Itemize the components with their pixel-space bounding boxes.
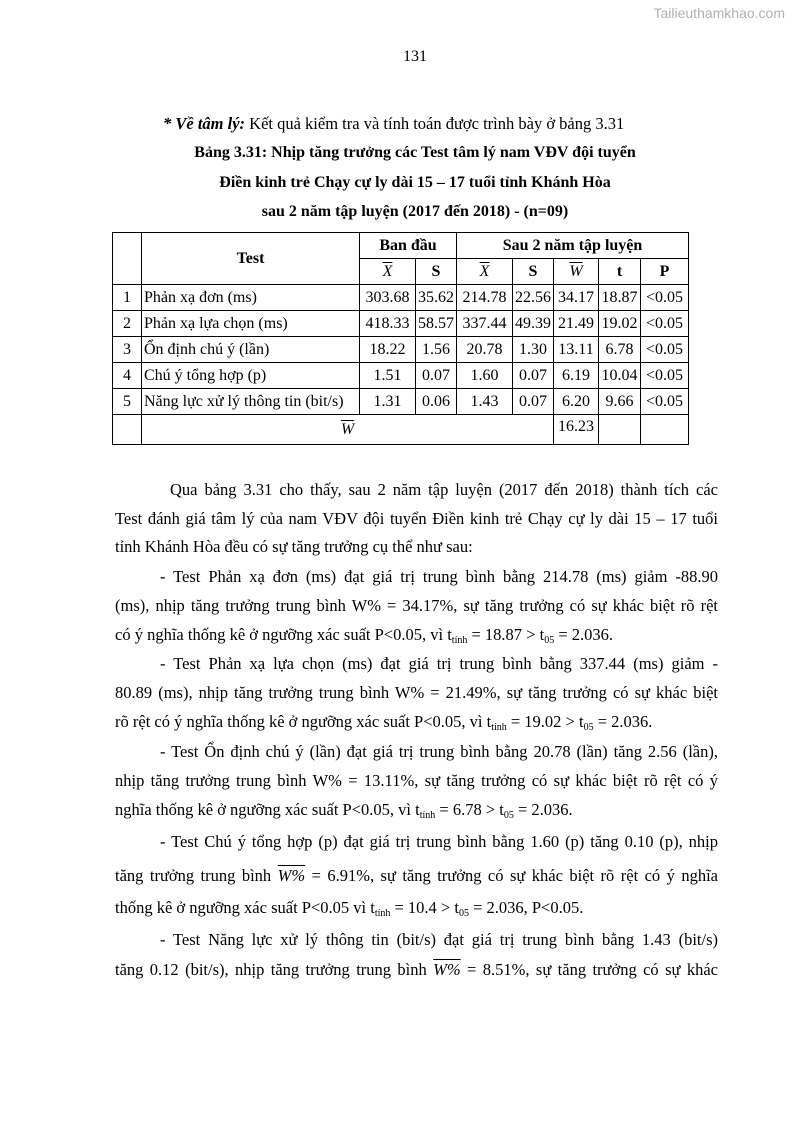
text-run: có ý nghĩa thống kê ở ngưỡng xác suất P<0.05, vì t [115,625,452,644]
row-value: 1.56 [416,337,457,363]
row-value: 0.07 [513,363,554,389]
row-value: 1.43 [457,389,513,415]
footer-empty [641,415,689,445]
text-run: Test đánh giá tâm lý của nam VĐV đội tuyển Điền kinh trẻ Chạy cự ly dài 15 – 17 tuổi [115,509,718,528]
text-run: - Test Năng lực xử lý thông tin (bit/s) đạt giá trị trung bình bằng 1.43 (bit/s) [160,930,718,949]
row-value: 34.17 [554,285,599,311]
text-run: = 6.91%, sự tăng trưởng có sự khác biệt rõ rệt có ý nghĩa [305,866,718,885]
subscript: tính [451,635,468,646]
paragraph-line [115,960,718,980]
row-value: 1.60 [457,363,513,389]
row-test-name: Phản xạ đơn (ms) [142,285,360,311]
subheader-w: $\overline{W}$ [554,259,599,285]
subheader-sd: S [513,259,554,285]
results-table [112,232,689,445]
footer-index [113,415,142,445]
intro-text: Kết quả kiểm tra và tính toán được trình bày ở bảng 3.31 [245,114,625,133]
text-run: - Test Phản xạ lựa chọn (ms) đạt giá trị trung bình bằng 337.44 (ms) giảm - [160,654,718,673]
text-run: = 8.51%, sự tăng trưởng có sự khác [460,960,718,979]
header-test: Test [142,233,360,285]
row-value: 18.87 [599,285,641,311]
paragraph-line [160,567,718,587]
row-value: 6.19 [554,363,599,389]
row-value: 35.62 [416,285,457,311]
subscript: 05 [503,810,514,821]
row-index: 3 [113,337,142,363]
row-value: <0.05 [641,337,689,363]
subscript: tính [491,722,507,733]
paragraph-line [115,898,718,918]
row-test-name: Năng lực xử lý thông tin (bit/s) [142,389,360,415]
text-run: thống kê ở ngưỡng xác suất P<0.05 vì t [115,898,375,917]
text-run: = 2.036, P<0.05. [468,898,584,917]
row-value: 337.44 [457,311,513,337]
watermark: Tailieuthamkhao.com [653,5,785,21]
text-run: nhịp tăng trưởng trung bình W% = 13.11%, sự tăng trưởng có sự khác biệt rõ rệt có ý [115,771,718,790]
paragraph-line [160,742,718,762]
paragraph-line [115,509,718,529]
row-test-name: Chú ý tổng hợp (p) [142,363,360,389]
header-baseline: Ban đầu [360,233,457,259]
text-run: tỉnh Khánh Hòa đều có sự tăng trưởng cụ thể như sau: [115,537,473,556]
row-index: 5 [113,389,142,415]
text-run: = 2.036. [513,800,573,819]
paragraph-line [115,625,718,645]
row-value: 19.02 [599,311,641,337]
header-after: Sau 2 năm tập luyện [457,233,689,259]
subheader-sd: S [416,259,457,285]
text-run: - Test Phản xạ đơn (ms) đạt giá trị trung bình bằng 214.78 (ms) giảm -88.90 [160,567,718,586]
row-value: 0.06 [416,389,457,415]
paragraph-line [115,866,718,886]
row-value: 214.78 [457,285,513,311]
row-value: 6.78 [599,337,641,363]
row-value: 1.51 [360,363,416,389]
text-run: 80.89 (ms), nhịp tăng trưởng trung bình W% = 21.49%, sự tăng trưởng có sự khác biệt [115,683,718,702]
paragraph-line [160,930,718,950]
paragraph-line [115,712,718,732]
row-index: 1 [113,285,142,311]
table-caption-line: sau 2 năm tập luyện (2017 đến 2018) - (n=09) [261,203,569,220]
subheader-mean: $\overline{X}$ [457,259,513,285]
text-run: nghĩa thống kê ở ngưỡng xác suất P<0.05, vì t [115,800,420,819]
row-value: <0.05 [641,311,689,337]
header-index [113,233,142,285]
text-run: tăng 0.12 (bit/s), nhịp tăng trưởng trung bình [115,960,434,979]
row-value: 13.11 [554,337,599,363]
table-row [113,285,689,311]
paragraph-line [160,832,718,852]
paragraph-line [115,683,718,703]
row-value: 20.78 [457,337,513,363]
subscript: 05 [458,908,469,919]
row-value: 418.33 [360,311,416,337]
row-value: 9.66 [599,389,641,415]
text-run: Qua bảng 3.31 cho thấy, sau 2 năm tập luyện (2017 đến 2018) thành tích các [170,480,718,499]
row-test-name: Ổn định chú ý (lần) [142,337,360,363]
row-value: 22.56 [513,285,554,311]
paragraph-line [115,596,718,616]
footer-empty [599,415,641,445]
paragraph-line [115,800,718,820]
intro-line [163,114,624,134]
text-run: - Test Chú ý tổng hợp (p) đạt giá trị trung bình bằng 1.60 (p) tăng 0.10 (p), nhịp [160,832,718,851]
row-value: 58.57 [416,311,457,337]
footer-label: $\overline{W}$ [142,415,554,445]
table-caption-line: Bảng 3.31: Nhịp tăng trưởng các Test tâm lý nam VĐV đội tuyển [194,144,636,161]
subscript: 05 [544,635,555,646]
row-index: 4 [113,363,142,389]
row-value: 1.31 [360,389,416,415]
row-index: 2 [113,311,142,337]
subscript: 05 [583,722,594,733]
paragraph-line [115,771,718,791]
overline-symbol: W% [277,866,306,885]
row-value: 6.20 [554,389,599,415]
row-value: 0.07 [513,389,554,415]
table-caption-line: Điền kinh trẻ Chạy cự ly dài 15 – 17 tuổi tỉnh Khánh Hòa [219,174,611,191]
paragraph-line [160,654,718,674]
row-value: 49.39 [513,311,554,337]
table-row [113,337,689,363]
row-value: <0.05 [641,389,689,415]
row-value: 303.68 [360,285,416,311]
text-run: tăng trưởng trung bình [115,866,278,885]
row-value: <0.05 [641,285,689,311]
subheader-mean: $\overline{X}$ [360,259,416,285]
text-run: (ms), nhịp tăng trưởng trung bình W% = 34.17%, sự tăng trưởng có sự khác biệt rõ rệt [115,596,718,615]
paragraph-line [170,480,718,500]
text-run: = 18.87 > t [467,625,545,644]
text-run: = 2.036. [593,712,653,731]
subheader-p: P [641,259,689,285]
text-run: = 2.036. [554,625,613,644]
row-value: 18.22 [360,337,416,363]
table-row [113,389,689,415]
text-run: rõ rệt có ý nghĩa thống kê ở ngưỡng xác suất P<0.05, vì t [115,712,492,731]
table-row [113,363,689,389]
row-test-name: Phản xạ lựa chọn (ms) [142,311,360,337]
paragraph-line [115,537,718,557]
row-value: 1.30 [513,337,554,363]
footer-value: 16.23 [554,415,599,445]
row-value: 0.07 [416,363,457,389]
text-run: = 19.02 > t [506,712,584,731]
page-number: 131 [403,48,427,65]
row-value: 10.04 [599,363,641,389]
table-row [113,311,689,337]
text-run: - Test Ổn định chú ý (lần) đạt giá trị trung bình bằng 20.78 (lần) tăng 2.56 (lần), [160,742,718,761]
subscript: tính [374,908,391,919]
subscript: tính [419,810,436,821]
row-value: <0.05 [641,363,689,389]
text-run: = 10.4 > t [390,898,459,917]
row-value: 21.49 [554,311,599,337]
text-run: = 6.78 > t [435,800,504,819]
subheader-t: t [599,259,641,285]
intro-label: * Về tâm lý: [163,114,246,133]
overline-symbol: W% [433,960,461,979]
